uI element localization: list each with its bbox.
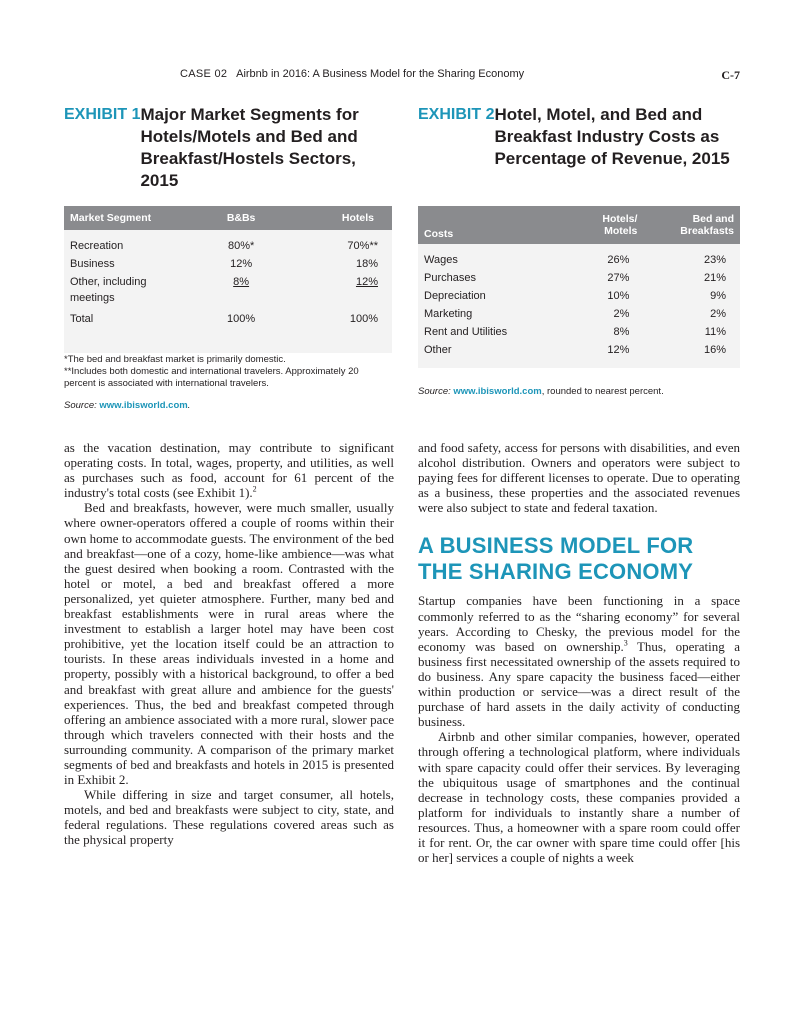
cell-value: 10%	[607, 290, 630, 302]
column-header-hotels-motels: Hotels/ Motels	[579, 206, 643, 244]
source-prefix: Source:	[418, 386, 451, 397]
cell-value: 8%	[233, 276, 250, 288]
source-suffix: , rounded to nearest percent.	[541, 386, 664, 397]
cell-value: 9%	[710, 290, 726, 302]
exhibit-2	[418, 104, 740, 397]
case-title: Airbnb in 2016: A Business Model for the Sharing Economy	[236, 68, 525, 80]
exhibit-2-label: EXHIBIT 2	[418, 106, 495, 123]
table-row	[418, 305, 740, 323]
cell-value: 12%	[230, 258, 253, 270]
row-label: Business	[70, 258, 115, 270]
column-header-hotels: Hotels	[274, 206, 392, 230]
cell-value: 80%*	[227, 240, 255, 252]
exhibit-1-notes	[64, 354, 392, 390]
source-suffix: .	[187, 400, 191, 411]
exhibit-2-table	[418, 206, 740, 368]
paragraph: Bed and breakfasts, however, were much smaller, usually where owner-operators offered a couple of rooms within their own home to accommodate guests. The environment of the bed and breakfast—one of a cozy, home-like ambience—was what the guest desired when booking a room. Contrasted with the hotel or motel, a bed and breakfast offered a more personalized, yet quieter atmosphere. Further, many bed and breakfast establishments were in rural areas where the investment to establish a larger hotel may have been cost prohibitive, yet the location itself could be an attraction to tourists. In these areas individuals invested in a home and property, possibly with a historical background, to offer a bed and breakfast with great allure and ambience for the guests' experiences. Thus, the bed and breakfast competed through offering an ambience associated with a more rural, slower pace through which travelers connected with their hosts and the surrounding community. A comparison of the primary market segments of bed and breakfasts and hotels in 2015 is presented in Exhibit 2.	[64, 500, 394, 788]
body-column-left	[64, 440, 394, 848]
exhibit-1-source	[64, 400, 190, 411]
row-label: Depreciation	[424, 290, 486, 302]
table-row	[64, 230, 392, 255]
exhibit-2-source	[418, 386, 664, 397]
cell-value: 18%	[355, 258, 378, 270]
column-header-costs: Costs	[418, 206, 579, 244]
table-row-total	[64, 307, 392, 353]
cell-value: 11%	[704, 326, 726, 338]
row-label: Other	[424, 344, 452, 356]
table-row	[418, 269, 740, 287]
page-number: C-7	[721, 68, 740, 82]
footnote-marker: 3	[623, 638, 628, 648]
row-label: Marketing	[424, 308, 473, 320]
exhibit-1-title: Major Market Segments for Hotels/Motels and Bed and Breakfast/Hostels Sectors, 2015	[140, 105, 359, 190]
row-label: Total	[70, 313, 94, 325]
table-row	[418, 341, 740, 368]
cell-value: 100%	[349, 313, 378, 325]
column-header-market-segment: Market Segment	[64, 206, 208, 230]
source-link[interactable]: www.ibisworld.com	[99, 400, 188, 411]
column-header-bbs: B&Bs	[208, 206, 274, 230]
paragraph-text: Thus, operating a business first necessitated ownership of the assets required to do business. Any spare capacity the business faced—either within production or service—was a direct result of the purchase of hard assets in the daily activity of conducting business.	[418, 638, 740, 730]
paragraph: Airbnb and other similar companies, however, operated through offering a technological platform, where individuals with spare capacity could offer their services. By leveraging the ubiquitous usage of smartphones and the continual decrease in technology costs, these companies provided a platform for individuals to instantly share a number of resources. Thus, a homeowner with a spare room could offer it for rent. Or, the car owner with spare time could offer [his or her] services a couple of nights a week	[418, 729, 740, 866]
footnote: *The bed and breakfast market is primarily domestic.	[64, 354, 286, 365]
row-label: Rent and Utilities	[424, 326, 508, 338]
cell-value: 8%	[613, 326, 630, 338]
cell-value: 26%	[607, 254, 630, 266]
paragraph: and food safety, access for persons with disabilities, and even alcohol distribution. Owners and operators were subject to paying fees for different licenses to operate. Due to operating as a business, these properties and the associated revenues were also subject to state and federal taxation.	[418, 440, 740, 516]
paragraph-text: Startup companies have been functioning in a space commonly referred to as the “sharing economy” for several years. According to Chesky, the previous model for the economy was based on ownership.	[418, 593, 740, 654]
cell-value: 27%	[607, 272, 630, 284]
column-header-bed-and-breakfasts: Bed and Breakfasts	[643, 206, 740, 244]
section-heading: A BUSINESS MODEL FOR THE SHARING ECONOMY	[418, 533, 694, 585]
case-label: CASE 02	[180, 68, 228, 80]
table-row	[64, 273, 392, 307]
exhibit-1-label: EXHIBIT 1	[64, 106, 141, 123]
source-link[interactable]: www.ibisworld.com	[453, 386, 542, 397]
table-row	[418, 287, 740, 305]
footnote-marker: 2	[252, 484, 257, 494]
table-header-row	[64, 206, 392, 230]
row-label: Recreation	[70, 240, 124, 252]
paragraph: While differing in size and target consumer, all hotels, motels, and bed and breakfasts were subject to city, state, and federal regulations. These regulations covered areas such as the physical property	[64, 787, 394, 848]
cell-value: 100%	[227, 313, 256, 325]
exhibit-1-table	[64, 206, 392, 353]
cell-value: 12%	[607, 344, 630, 356]
cell-value: 21%	[703, 272, 726, 284]
table-row	[418, 244, 740, 269]
cell-value: 12%	[355, 276, 378, 288]
cell-value: 2%	[613, 308, 630, 320]
running-header	[180, 68, 740, 80]
table-row	[418, 323, 740, 341]
source-prefix: Source:	[64, 400, 97, 411]
paragraph-text: as the vacation destination, may contribute to significant operating costs. In total, wages, property, and utilities, as well as purchases such as food, account for 61 percent of the industry's total costs (see Exhibit 1).	[64, 440, 394, 501]
exhibit-2-heading	[418, 104, 740, 170]
body-column-right	[418, 440, 740, 865]
cell-value: 70%**	[347, 240, 378, 252]
exhibit-2-title: Hotel, Motel, and Bed and Breakfast Industry Costs as Percentage of Revenue, 2015	[494, 105, 730, 168]
exhibit-1-heading	[64, 104, 392, 192]
paragraph	[418, 593, 740, 729]
row-label: Wages	[424, 254, 458, 266]
table-header-row	[418, 206, 740, 244]
cell-value: 16%	[703, 344, 726, 356]
row-label: Other, including meetings	[70, 276, 147, 304]
exhibit-1	[64, 104, 392, 411]
table-row	[64, 255, 392, 273]
paragraph	[64, 440, 394, 500]
cell-value: 23%	[703, 254, 726, 266]
cell-value: 2%	[710, 308, 726, 320]
row-label: Purchases	[424, 272, 476, 284]
footnote: **Includes both domestic and international travelers. Approximately 20 percent is associated with international travelers.	[64, 366, 359, 389]
